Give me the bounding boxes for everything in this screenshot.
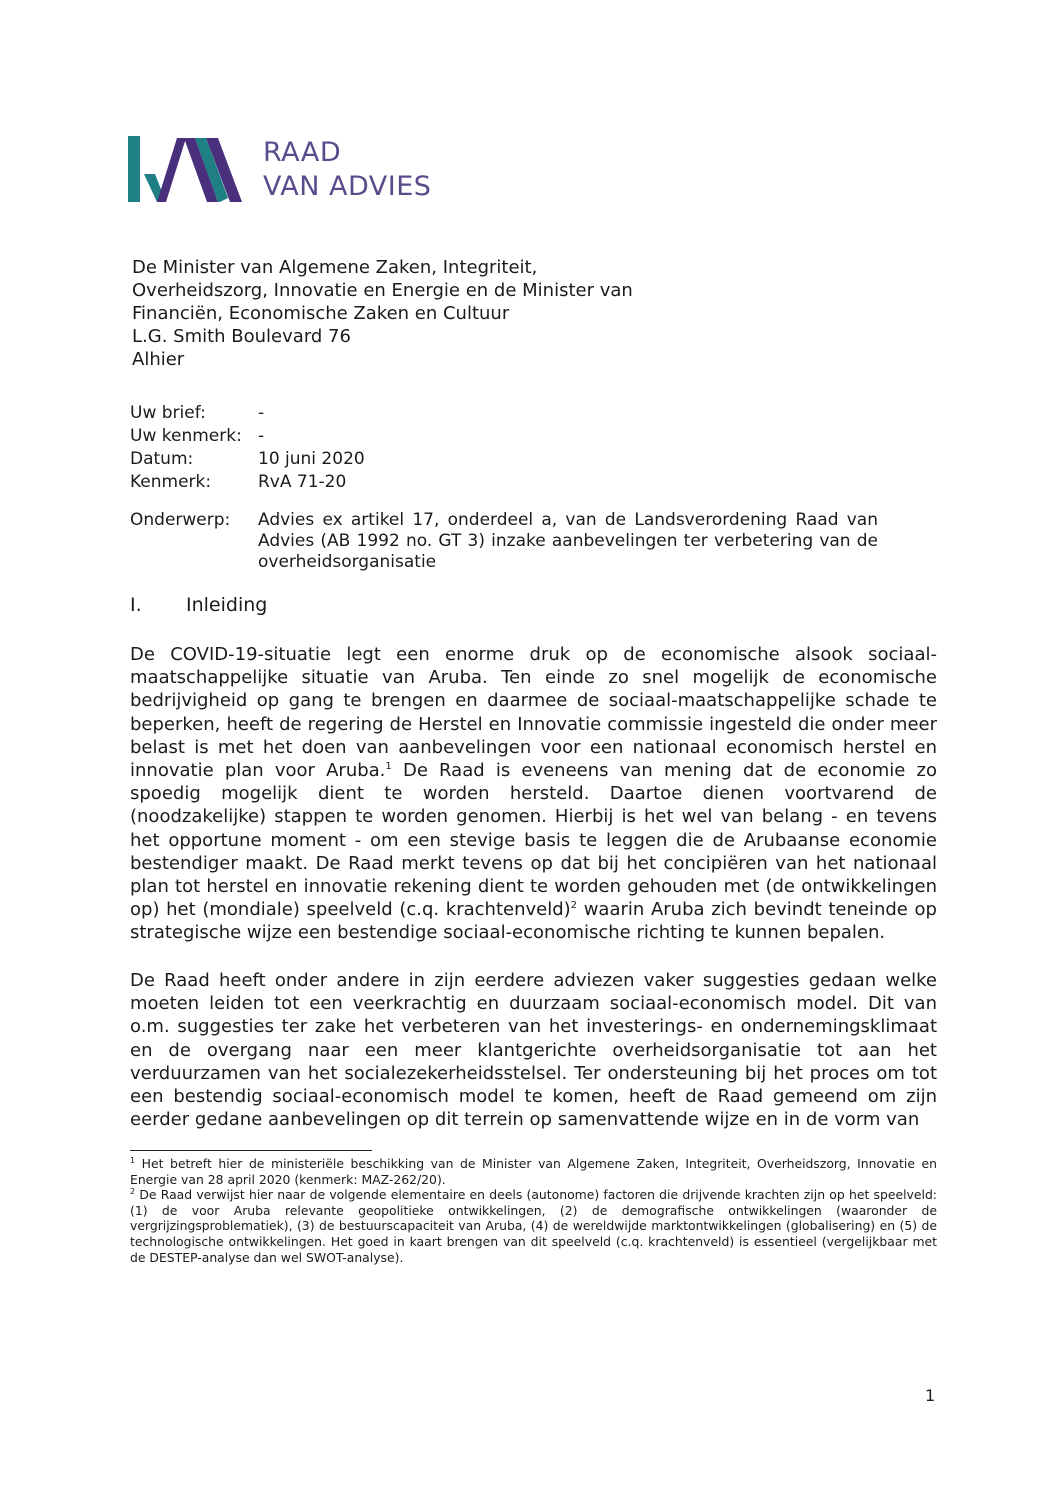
paragraph-text: De COVID-19-situatie legt een enorme druk op de economische alsook sociaal-maatschappelijke situatie van Aruba. Ten einde zo snel mogelijk de economische bedrijvigheid op gang te brengen en daarmee de sociaal-maatschappelijke schade te beperken, heeft de regering de Herstel en Innovatie commissie ingesteld die onder meer belast is met het doen van aanbevelingen voor een nationaal economisch herstel en innovatie plan voor Aruba. [130,644,937,782]
section-number: I. [130,594,142,616]
letter-metadata [130,402,365,494]
address-line: Alhier [132,349,185,370]
logo-line-raad: RAAD [263,137,342,168]
address-line: De Minister van Algemene Zaken, Integriteit, [132,257,538,278]
meta-value: - [258,426,265,446]
logo-line-van-advies: VAN ADVIES [263,171,432,202]
address-line: L.G. Smith Boulevard 76 [132,326,351,347]
footnote-text: De Raad verwijst hier naar de volgende elementaire en deels (autonome) factoren die drijvende krachten zijn op het speelveld: (1) de voor Aruba relevante geopolitieke ontwikkelingen, (2) de demografische ontwikkelingen (waaronder de vergrijzingsproblematiek), (3) de bestuurscapaciteit van Aruba, (4) de wereldwijde marktontwikkelingen (globalisering) en (5) de technologische ontwikkelingen. Het goed in kaart brengen van dit speelveld (c.q. krachtenveld) is essentieel (vergelijkbaar met de DESTEP-analyse dan wel SWOT-analyse). [130,1187,937,1265]
footnotes [130,1156,937,1265]
meta-label: Datum: [130,449,194,469]
footnote-1 [130,1156,937,1187]
rva-logo-mark-icon [128,132,248,208]
subject-label: Onderwerp: [130,510,231,530]
section-heading [130,594,267,616]
raad-van-advies-logo [128,132,468,208]
subject-text: Advies ex artikel 17, onderdeel a, van de Landsverordening Raad van Advies (AB 1992 no. GT 3) inzake aanbevelingen ter verbetering van de overheidsorganisatie [258,510,878,572]
meta-label: Uw kenmerk: [130,426,242,446]
logo-wordmark [263,136,431,204]
address-line: Overheidszorg, Innovatie en Energie en de Minister van [132,280,633,301]
footnote-text: Het betreft hier de ministeriële beschikking van de Minister van Algemene Zaken, Integriteit, Overheidszorg, Innovatie en Energie van 28 april 2020 (kenmerk: MAZ-262/20). [130,1156,937,1187]
footnote-ref: 1 [385,761,392,773]
meta-value: - [258,403,265,423]
footnote-ref: 2 [570,900,578,912]
paragraph-text: De Raad is eveneens van mening dat de economie zo spoedig mogelijk dient te worden hersteld. Daartoe dienen voortvarend de (noodzakelijke) stappen te worden genomen. Hierbij is het wel van belang - en tevens het opportune moment - om een stevige basis te leggen die de Arubaanse economie bestendiger maakt. De Raad merkt tevens op dat bij het concipiëren van het nationaal plan tot herstel en innovatie rekening dient te worden gehouden met (de ontwikkelingen op) het (mondiale) speelveld (c.q. krachtenveld) [130,760,937,921]
meta-row-uw-kenmerk [130,425,365,448]
meta-value: RvA 71-20 [258,472,347,492]
body-paragraph-2: De Raad heeft onder andere in zijn eerdere adviezen vaker suggesties gedaan welke moeten leiden tot een veerkrachtig en duurzaam sociaal-economisch model. Dit van o.m. suggesties ter zake het verbeteren van het investerings- en ondernemingsklimaat en de overgang naar een meer klantgerichte overheidsorganisatie tot aan het verduurzamen van het socialezekerheidsstelsel. Ter ondersteuning bij het proces om tot een bestendig sociaal-economisch model te komen, heeft de Raad gemeend om zijn eerder gedane aanbevelingen op dit terrein op samenvattende wijze en in de vorm van [130,970,937,1131]
meta-value: 10 juni 2020 [258,449,365,469]
subject-block [130,510,880,573]
section-title: Inleiding [186,594,268,616]
paragraph-text: waarin Aruba zich bevindt teneinde op strategische wijze een bestendige sociaal-economische richting te kunnen bepalen. [130,899,937,944]
meta-row-uw-brief [130,402,365,425]
meta-label: Kenmerk: [130,472,212,492]
page-number: 1 [925,1386,936,1405]
meta-label: Uw brief: [130,403,206,423]
meta-row-datum [130,448,365,471]
meta-row-kenmerk [130,471,365,494]
footnote-divider [130,1150,372,1151]
footnote-mark: 1 [130,1155,136,1165]
recipient-address [132,256,752,371]
footnote-mark: 2 [130,1187,136,1197]
address-line: Financiën, Economische Zaken en Cultuur [132,303,510,324]
footnote-2 [130,1187,937,1265]
body-paragraph-1 [130,643,937,945]
